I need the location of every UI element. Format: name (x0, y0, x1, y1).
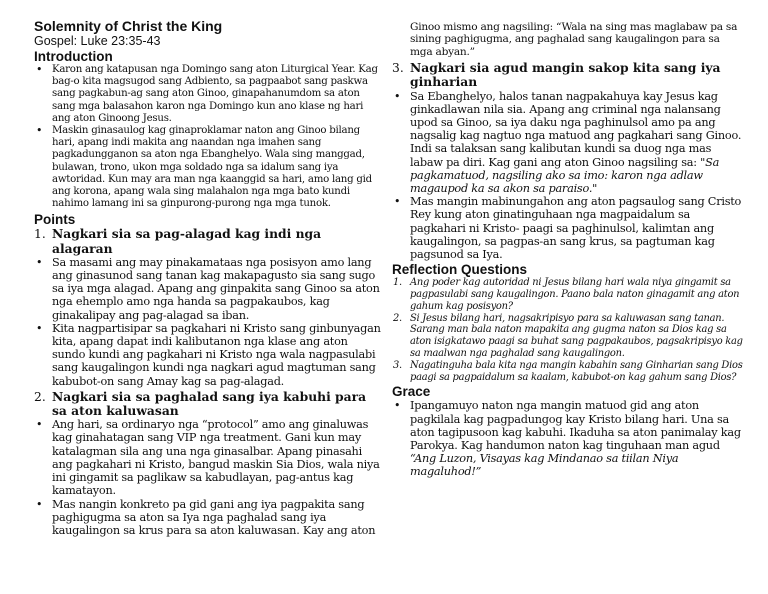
grace-text: Ipangamuyo naton nga mangin matuod gid ang aton pagkilala kag pagpadungog kay Kristo bilang hari. Una sa aton tagipusoon kag kabuhi. Ikaduha sa aton panimalay kag Parokya. Kag handumon naton kag tinguhaan man agud (410, 399, 741, 453)
reflection-question (392, 360, 744, 384)
reflection-question (392, 277, 744, 312)
point-2-list (34, 418, 384, 537)
question-text: Nagatinguha bala kita nga mangin kabahin sang Ginharian sang Dios paagi sa pagpaidalum sa kaalam, kabubot-on kag gahum sang Dios? (410, 359, 743, 383)
grace-heading: Grace (392, 384, 431, 400)
points-heading: Points (34, 212, 76, 228)
point-bullet (392, 90, 744, 196)
point-bullet: • Sa masami ang may pinakamataas nga posisyon amo lang ang ginasunod sang tanan kag makapagusto sia sang sugo sa iya mga alagad. Apang ang ginpakita sang Ginoo sa aton nga ehemplo amo nga handa sa pagpakaubos, kag ginakalipay ang pag-alagad sa iban. (34, 256, 384, 322)
point-number: 3. (392, 61, 404, 76)
point-1-title (34, 227, 384, 255)
point-bullet: • Mas nangin konkreto pa gid gani ang iya pagpakita sang paghigugma sa aton sa Iya nga paghalad sang iya kaugalingon sa krus para sa aton kaluwasan. Kay ang aton (34, 498, 384, 538)
question-number: 2. (393, 312, 402, 324)
reflection-question (392, 313, 744, 360)
point-title-text: Nagkari sia agud mangin sakop kita sang iya ginharian (410, 60, 721, 90)
point-bullet: • Mas mangin mabinungahon ang aton pagsaulog sang Cristo Rey kung aton ginatinguhaan nga magpaidalum sa pagkahari ni Kristo- paagi sa paghinulsol, kalimtan ang kaugalingon, sa pagpas-an sang krus, sa pagtuman kag pagsunod sa Iya. (392, 195, 744, 261)
question-text: Si Jesus bilang hari, nagsakripisyo para sa kaluwasan sang tanan. Sarang man bala naton mapakita ang gugma naton sa Dios kag sa aton isigkatawo paagi sa buhat sang pagpakaubos, pagsakripisyo kag sa maalwan nga paghalad sang kaugalingon. (410, 312, 743, 360)
left-column (34, 18, 384, 537)
point-title-text: Nagkari sia sa paghalad sang iya kabuhi para sa aton kaluwasan (52, 388, 367, 419)
point-bullet: • Kita nagpartisipar sa pagkahari ni Kristo sang ginbunyagan kita, apang dapat indi kalibutanon nga klase ang aton sundo kundi ang pagkahari ni Kristo nga wala nagpasulabi sang kaugalingon kundi nga nagkari agud magtuman sang kabubot-on sang Amay kag sa pag-alagad. (34, 322, 384, 388)
introduction-item: • Karon ang katapusan nga Domingo sang aton Liturgical Year. Kag bag-o kita magsugod sang Adbiento, sa pagpaabot sang paskwa sang pagkabun-ag sang aton Ginoo, ginapahanumdom sa aton sang mga balasahon karon nga Domingo kun ano klase ng hari ang aton Ginoong Jesus. (34, 64, 384, 125)
grace-item (392, 399, 744, 478)
point-2-title (34, 390, 384, 418)
point-number: 1. (34, 227, 46, 242)
point-number: 2. (34, 389, 46, 404)
question-text: Ang poder kag autoridad ni Jesus bilang hari wala niya gingamit sa pagpasulabi sang kaugalingon. Paano bala naton ginagamit ang aton gahum kag posisyon? (410, 277, 740, 312)
point-title-text: Nagkari sia sa pag-alagad kag indi nga alagaran (52, 226, 322, 256)
right-column (392, 21, 744, 479)
point-bullet-text: Sa Ebanghelyo, halos tanan nagpakahuya kay Jesus kag ginkadlawan nila sia. Apang ang criminal nga nalansang upod sa Ginoo, sa iya daku nga paghinulsol amo pa ang nagsalig kag nagtuo nga matuod ang pagkahari sang Ginoo. Indi sa talaksan sang kalibutan kundi sa duog nga mas labaw pa diri. Kag gani ang aton Ginoo nagsiling sa: (410, 89, 742, 169)
paradise-quote: "Sa pagkamatuod, nagsiling ako sa imo: karon nga adlaw magaupod ka sa akon sa paraiso." (410, 155, 720, 196)
grace-list (392, 399, 744, 478)
question-number: 1. (393, 277, 402, 289)
point-2-continuation: Ginoo mismo ang nagsiling: “Wala na sing mas maglabaw pa sa sining paghigugma, ang paghalad sang kaugalingon para sa mga abyan.” (410, 21, 738, 58)
grace-quote: “Ang Luzon, Visayas kag Mindanao sa tiilan Niya magaluhod!” (410, 452, 679, 479)
point-1-list (34, 256, 384, 388)
introduction-list (34, 64, 384, 210)
page-title: Solemnity of Christ the King (34, 18, 223, 34)
point-3-title (392, 61, 744, 89)
reflection-list (392, 277, 744, 383)
question-number: 3. (393, 359, 402, 371)
introduction-heading: Introduction (34, 49, 113, 64)
introduction-item: • Maskin ginasaulog kag ginaproklamar naton ang Ginoo bilang hari, apang indi makita ang naandan nga imahen sang pagkadungganon sa aton nga Ebanghelyo. Wala sing manggad, bulawan, trono, ukon mga soldado nga sa idalum sang iya awtoridad. Kun may ara man nga kaanggid sa hari, amo lang gid ang korona, apang wala sing malahalon nga mga bato kundi nahimo lamang ini sa ginpurong-purong nga mga tunok. (34, 125, 384, 210)
point-bullet: • Ang hari, sa ordinaryo nga “protocol” amo ang ginaluwas kag ginahatagan sang VIP nga treatment. Gani kun may katalagman sila ang una nga ginasalbar. Apang pinasahi ang pagkahari ni Kristo, bangud maskin Sia Dios, wala niya ini gingamit sa paglikaw sa kabudlayan, pag-antus kag kamatayon. (34, 418, 384, 497)
gospel-reference: Gospel: Luke 23:35-43 (34, 34, 161, 48)
point-3-list (392, 90, 744, 262)
reflection-heading: Reflection Questions (392, 262, 528, 278)
